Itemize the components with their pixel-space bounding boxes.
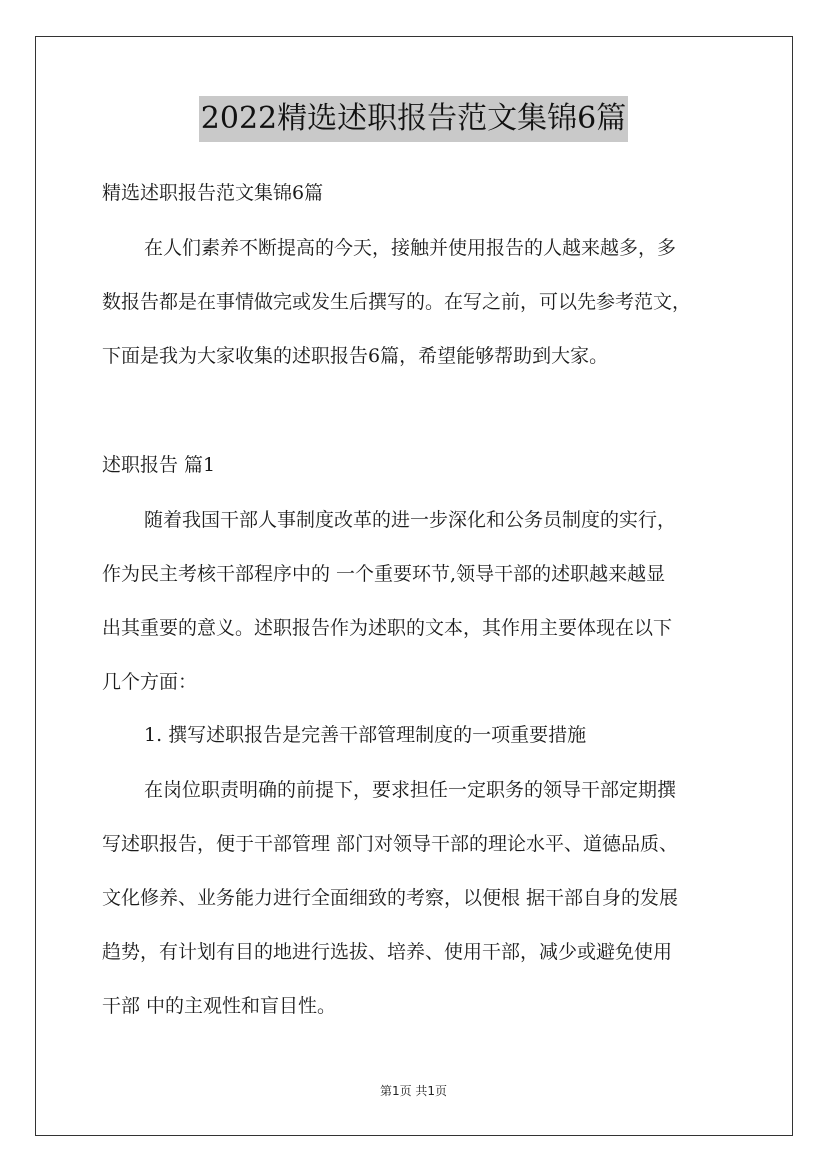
section-heading (102, 438, 742, 492)
page-footer (0, 1082, 827, 1099)
paragraph-2 (102, 763, 742, 1033)
point-1 (102, 708, 742, 762)
intro-line: 下面是我为大家收集的述职报告6篇，希望能够帮助到大家。 (102, 345, 609, 367)
paragraph-line: 趋势，有计划有目的地进行选拔、培养、使用干部，减少或避免使用 (102, 941, 673, 963)
document-title: 2022精选述职报告范文集锦6篇 (199, 96, 628, 142)
point-1-text: 1. 撰写述职报告是完善干部管理制度的一项重要措施 (144, 724, 587, 746)
section-heading-text: 述职报告 篇1 (102, 454, 216, 476)
document-subtitle (102, 166, 742, 220)
paragraph-1 (102, 493, 742, 709)
paragraph-line: 作为民主考核干部程序中的 一个重要环节,领导干部的述职越来越显 (102, 563, 666, 585)
paragraph-line: 随着我国干部人事制度改革的进一步深化和公务员制度的实行， (144, 509, 677, 531)
paragraph-line: 写述职报告，便于干部管理 部门对领导干部的理论水平、道德品质、 (102, 833, 679, 855)
title-container (0, 96, 827, 142)
intro-paragraph (102, 221, 742, 383)
intro-line: 数报告都是在事情做完或发生后撰写的。在写之前，可以先参考范文， (102, 291, 692, 313)
paragraph-line: 干部 中的主观性和盲目性。 (102, 995, 337, 1017)
intro-line: 在人们素养不断提高的今天，接触并使用报告的人越来越多，多 (144, 237, 677, 259)
page-number: 第1页 共1页 (379, 1084, 448, 1098)
subtitle-text: 精选述职报告范文集锦6篇 (102, 182, 324, 204)
paragraph-line: 在岗位职责明确的前提下，要求担任一定职务的领导干部定期撰 (144, 779, 677, 801)
paragraph-line: 出其重要的意义。述职报告作为述职的文本，其作用主要体现在以下 (102, 617, 673, 639)
paragraph-line: 几个方面： (102, 671, 198, 693)
paragraph-line: 文化修养、业务能力进行全面细致的考察，以便根 据干部自身的发展 (102, 887, 679, 909)
